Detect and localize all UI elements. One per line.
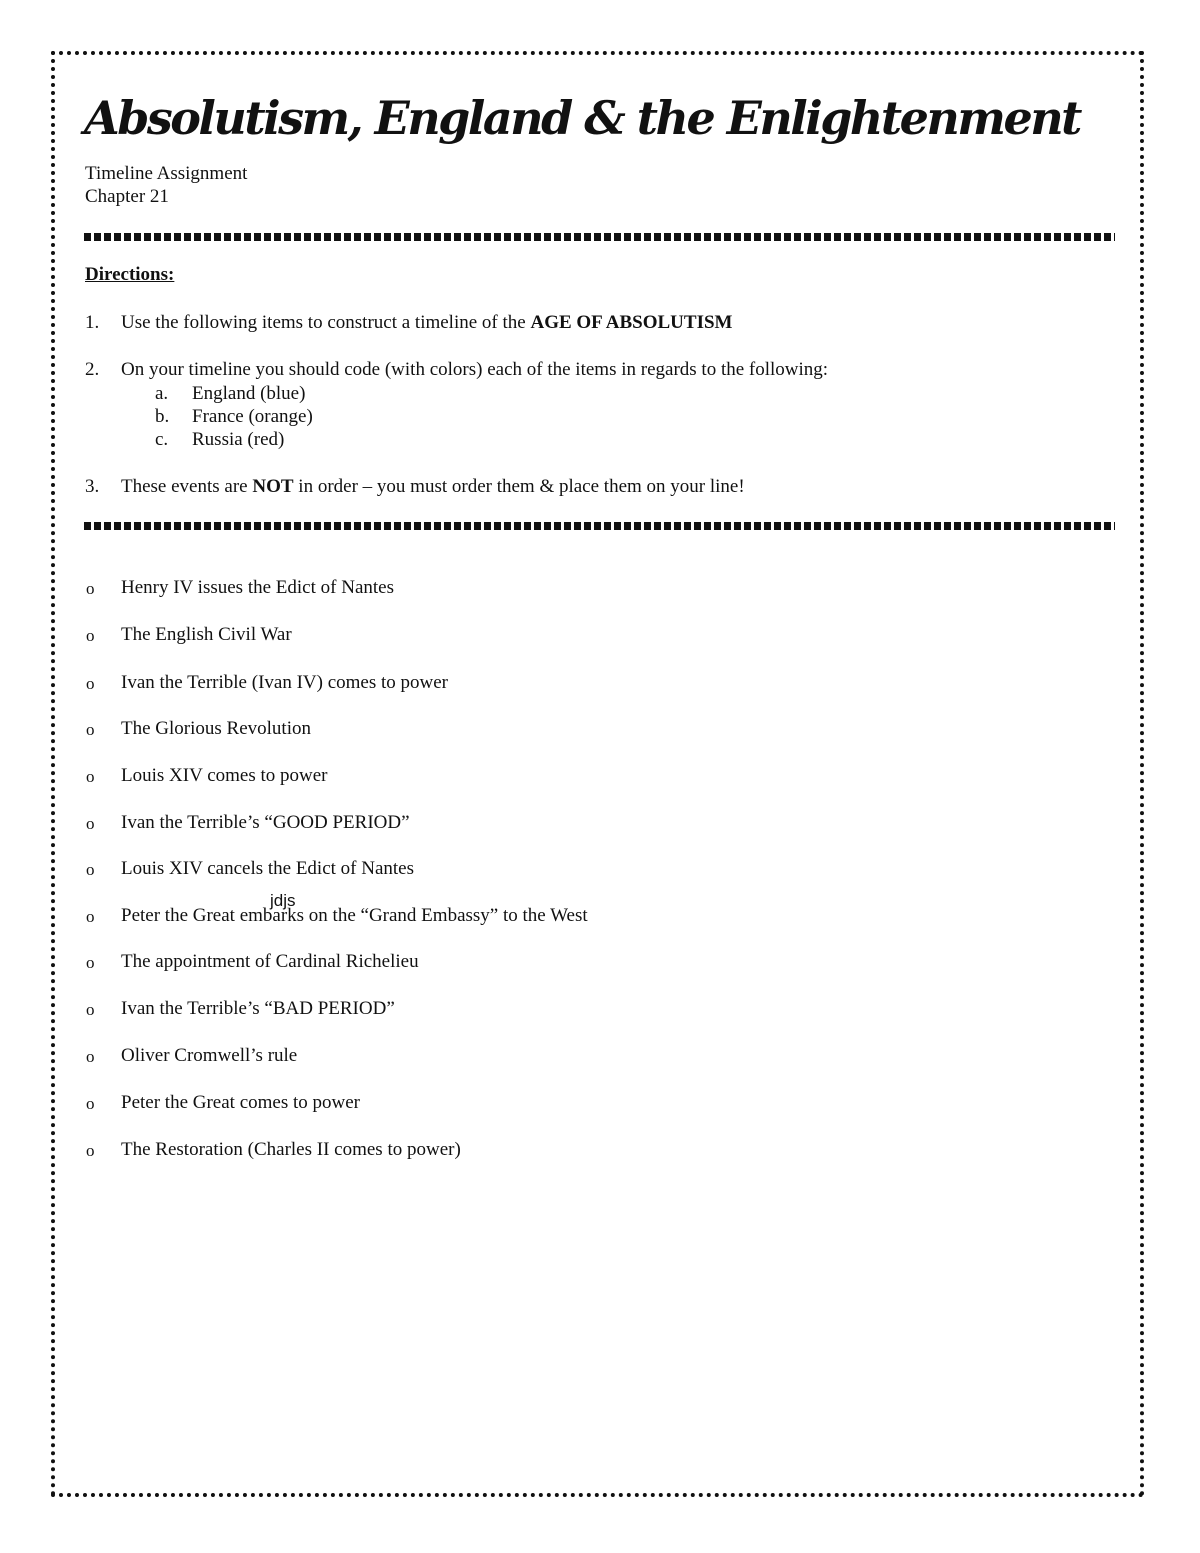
bullet-icon: o <box>86 953 95 972</box>
direction-3-text-before: These events are <box>121 476 253 497</box>
bullet-icon: o <box>86 626 95 645</box>
direction-item-1 <box>121 311 732 335</box>
direction-number-3: 3. <box>85 476 100 497</box>
bullet-icon: o <box>86 1141 95 1160</box>
event-item: Louis XIV comes to power <box>121 765 328 786</box>
direction-item-3 <box>121 475 745 499</box>
overlay-annotation: jdjs <box>270 891 296 910</box>
chapter-label: Chapter 21 <box>85 186 169 207</box>
subitem-russia: Russia (red) <box>192 429 285 450</box>
direction-item-2: On your timeline you should code (with colors) each of the items in regards to the following: <box>121 359 829 380</box>
bullet-icon: o <box>86 579 95 598</box>
assignment-label: Timeline Assignment <box>85 163 248 184</box>
event-item: Henry IV issues the Edict of Nantes <box>121 577 394 598</box>
event-item: Louis XIV cancels the Edict of Nantes <box>121 858 415 879</box>
bullet-icon: o <box>86 767 95 786</box>
divider-bottom <box>84 522 1115 530</box>
event-item: Ivan the Terrible’s “BAD PERIOD” <box>121 998 395 1019</box>
directions-heading: Directions: <box>85 264 175 285</box>
subitem-letter-b: b. <box>155 406 170 427</box>
event-item: The English Civil War <box>121 624 292 645</box>
direction-1-bold: AGE OF ABSOLUTISM <box>530 312 733 333</box>
event-item: Peter the Great embarks on the “Grand Embassy” to the West <box>121 905 588 926</box>
direction-1-text: Use the following items to construct a timeline of the <box>121 312 531 333</box>
bullet-icon: o <box>86 860 95 879</box>
direction-number-1: 1. <box>85 312 100 333</box>
page-title: Absolutism, England & the Enlightenment <box>84 91 1080 145</box>
bullet-icon: o <box>86 907 95 926</box>
bullet-icon: o <box>86 674 95 693</box>
bullet-icon: o <box>86 814 95 833</box>
event-item: Ivan the Terrible’s “GOOD PERIOD” <box>121 812 410 833</box>
event-item: The appointment of Cardinal Richelieu <box>121 951 419 972</box>
event-item: Ivan the Terrible (Ivan IV) comes to power <box>121 672 448 693</box>
bullet-icon: o <box>86 1094 95 1113</box>
event-item: The Restoration (Charles II comes to power) <box>121 1139 461 1160</box>
divider-top <box>84 233 1115 241</box>
direction-number-2: 2. <box>85 359 100 380</box>
event-item: The Glorious Revolution <box>121 718 311 739</box>
bullet-icon: o <box>86 1047 95 1066</box>
event-item: Oliver Cromwell’s rule <box>121 1045 298 1066</box>
subitem-france: France (orange) <box>192 406 313 427</box>
bullet-icon: o <box>86 1000 95 1019</box>
direction-3-bold: NOT <box>252 476 294 497</box>
subitem-england: England (blue) <box>192 383 306 404</box>
subitem-letter-a: a. <box>155 383 169 404</box>
subitem-letter-c: c. <box>155 429 169 450</box>
event-item: Peter the Great comes to power <box>121 1092 360 1113</box>
bullet-icon: o <box>86 720 95 739</box>
direction-3-text-after: in order – you must order them & place them on your line! <box>293 476 745 497</box>
